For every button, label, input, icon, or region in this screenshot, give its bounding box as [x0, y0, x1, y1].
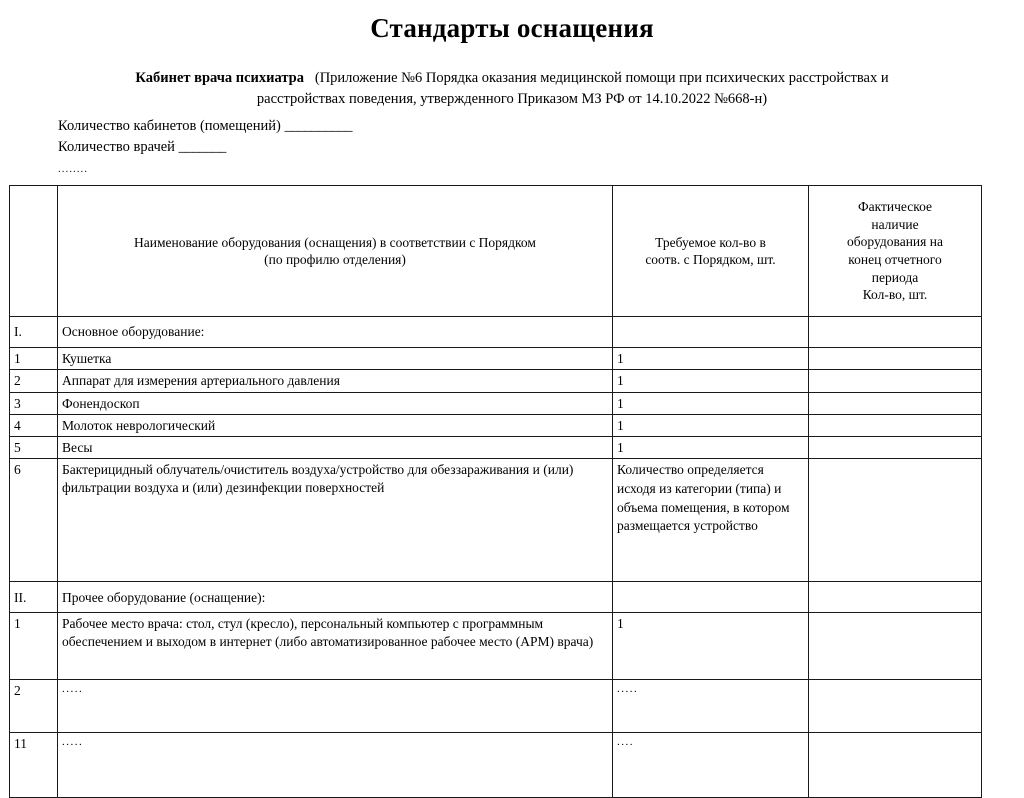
table-row [10, 733, 982, 798]
doctors-count-label: Количество врачей [58, 139, 175, 156]
subtitle-line-1 [18, 68, 1006, 89]
row-equipment-name: Фонендоскоп [58, 392, 613, 414]
table-row [10, 437, 982, 459]
row-actual-qty[interactable] [809, 680, 982, 733]
column-header-name-line-2: (по профилю отделения) [264, 252, 406, 267]
subtitle-reference-line-1: (Приложение №6 Порядка оказания медицинской помощи при психических расстройствах и [314, 69, 889, 86]
column-header-actual-line-1: Фактическое [857, 199, 933, 215]
section-actual-qty[interactable] [809, 582, 982, 613]
section-index: II. [10, 582, 58, 613]
section-actual-qty[interactable] [809, 317, 982, 348]
row-index: 3 [10, 392, 58, 414]
table-row [10, 392, 982, 414]
row-index: 2 [10, 680, 58, 733]
doctors-count-input-blank[interactable]: _______ [178, 139, 226, 156]
column-header-actual-qty [809, 186, 982, 317]
table-header-row [10, 186, 982, 317]
column-header-actual-line-3: оборудования на [847, 234, 943, 250]
rooms-count-input-blank[interactable]: __________ [284, 117, 352, 134]
trailing-dots: ........ [58, 163, 88, 176]
subtitle-line-2 [18, 89, 1006, 110]
row-index: 6 [10, 459, 58, 582]
document-page [0, 14, 1024, 781]
row-actual-qty[interactable] [809, 370, 982, 392]
row-index: 5 [10, 437, 58, 459]
row-actual-qty[interactable] [809, 348, 982, 370]
rooms-count-line [58, 116, 1024, 138]
column-header-required-line-1: Требуемое кол-во в [655, 234, 766, 250]
table-row [10, 613, 982, 680]
row-equipment-name: Аппарат для измерения артериального давления [58, 370, 613, 392]
subtitle-reference-line-2: расстройствах поведения, утвержденного Приказом МЗ РФ от 14.10.2022 №668-н) [256, 90, 768, 107]
row-actual-qty[interactable] [809, 459, 982, 582]
row-required-qty: ..... [613, 680, 809, 733]
column-header-index [10, 186, 58, 317]
equipment-standards-table [9, 185, 982, 798]
table-row [10, 370, 982, 392]
column-header-required-line-2: соотв. с Порядком, шт. [645, 252, 776, 267]
row-required-qty: Количество определяется исходя из категории (типа) и объема помещения, в котором размещается устройство [613, 459, 809, 582]
table-row [10, 348, 982, 370]
row-required-qty: .... [613, 733, 809, 798]
office-name-label: Кабинет врача психиатра [135, 69, 304, 86]
row-equipment-name: ..... [58, 733, 613, 798]
table-section-row [10, 582, 982, 613]
table-row [10, 414, 982, 436]
row-index: 11 [10, 733, 58, 798]
row-equipment-name: Весы [58, 437, 613, 459]
column-header-required-qty [613, 186, 809, 317]
count-fields [0, 116, 1024, 178]
page-title: Стандарты оснащения [370, 13, 654, 43]
row-actual-qty[interactable] [809, 414, 982, 436]
row-required-qty: 1 [613, 437, 809, 459]
doctors-count-line [58, 137, 1024, 159]
row-index: 1 [10, 348, 58, 370]
table-row [10, 680, 982, 733]
column-header-actual-line-6: Кол-во, шт. [862, 287, 928, 303]
row-equipment-name: Рабочее место врача: стол, стул (кресло), персональный компьютер с программным обеспечением и выходом в интернет (либо автоматизированное рабочее место (АРМ) врача) [58, 613, 613, 680]
row-index: 2 [10, 370, 58, 392]
section-required-qty [613, 582, 809, 613]
section-required-qty [613, 317, 809, 348]
column-header-actual-line-4: конец отчетного [848, 252, 942, 267]
row-index: 4 [10, 414, 58, 436]
row-actual-qty[interactable] [809, 733, 982, 798]
column-header-actual-line-2: наличие [871, 216, 919, 232]
row-required-qty: 1 [613, 370, 809, 392]
row-index: 1 [10, 613, 58, 680]
column-header-actual-line-5: периода [871, 269, 919, 285]
row-actual-qty[interactable] [809, 613, 982, 680]
column-header-name-line-1: Наименование оборудования (оснащения) в соответствии с Порядком [134, 234, 536, 250]
document-subtitle [18, 68, 1006, 110]
row-equipment-name: Кушетка [58, 348, 613, 370]
table-row [10, 459, 982, 582]
row-equipment-name: Бактерицидный облучатель/очиститель воздуха/устройство для обеззараживания и (или) фильтрации воздуха и (или) дезинфекции поверхностей [58, 459, 613, 582]
row-required-qty: 1 [613, 414, 809, 436]
row-required-qty: 1 [613, 613, 809, 680]
section-title: Основное оборудование: [58, 317, 613, 348]
section-index: I. [10, 317, 58, 348]
row-required-qty: 1 [613, 348, 809, 370]
row-equipment-name: ..... [58, 680, 613, 733]
row-equipment-name: Молоток неврологический [58, 414, 613, 436]
table-section-row [10, 317, 982, 348]
column-header-name [58, 186, 613, 317]
rooms-count-label: Количество кабинетов (помещений) [58, 117, 281, 134]
row-actual-qty[interactable] [809, 437, 982, 459]
row-actual-qty[interactable] [809, 392, 982, 414]
section-title: Прочее оборудование (оснащение): [58, 582, 613, 613]
row-required-qty: 1 [613, 392, 809, 414]
